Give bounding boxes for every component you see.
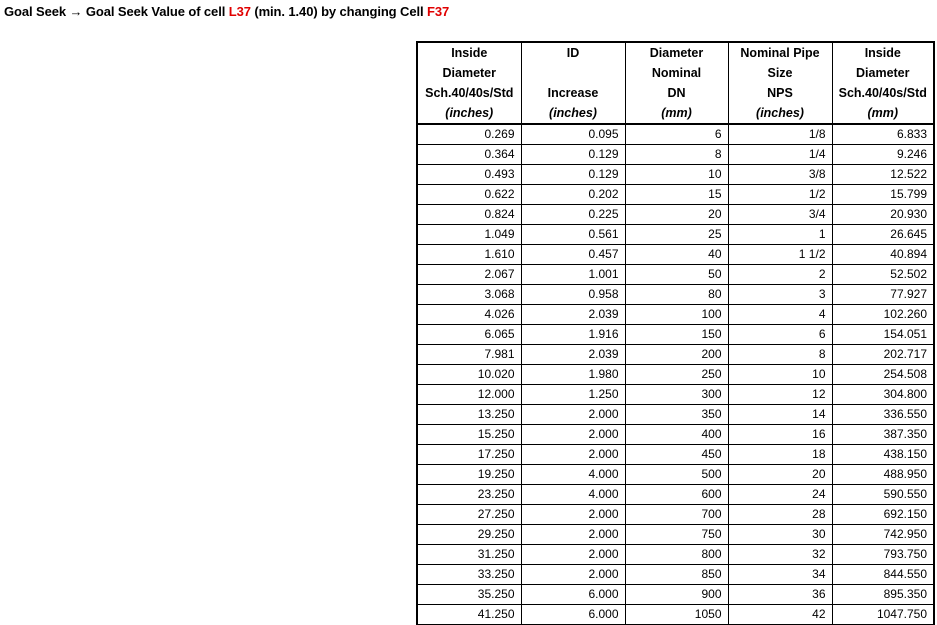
inside-diameter-mm-cell[interactable]: 590.550 xyxy=(832,485,934,505)
inside-diameter-inches-cell[interactable]: 12.000 xyxy=(417,385,521,405)
id-increase-cell[interactable]: 1.916 xyxy=(521,325,625,345)
inside-diameter-mm-cell[interactable]: 336.550 xyxy=(832,405,934,425)
inside-diameter-inches-header[interactable] xyxy=(417,42,521,124)
header-line: Nominal Pipe xyxy=(740,46,820,60)
id-increase-cell[interactable]: 2.000 xyxy=(521,505,625,525)
table-body xyxy=(417,124,934,625)
id-increase-cell[interactable]: 6.000 xyxy=(521,605,625,625)
header-unit: (inches) xyxy=(549,106,597,120)
inside-diameter-mm-cell[interactable]: 52.502 xyxy=(832,265,934,285)
nps-cell[interactable]: 2 xyxy=(728,265,832,285)
inside-diameter-inches-cell[interactable]: 35.250 xyxy=(417,585,521,605)
inside-diameter-mm-cell[interactable]: 12.522 xyxy=(832,165,934,185)
header-line: Inside xyxy=(451,46,488,60)
nps-cell[interactable]: 28 xyxy=(728,505,832,525)
nps-cell[interactable]: 32 xyxy=(728,545,832,565)
inside-diameter-mm-cell[interactable]: 488.950 xyxy=(832,465,934,485)
id-increase-cell[interactable]: 4.000 xyxy=(521,465,625,485)
header-unit: (inches) xyxy=(445,106,494,120)
inside-diameter-mm-cell[interactable]: 1047.750 xyxy=(832,605,934,625)
id-increase-cell[interactable]: 6.000 xyxy=(521,585,625,605)
id-increase-cell[interactable]: 0.129 xyxy=(521,165,625,185)
nps-cell[interactable]: 1/4 xyxy=(728,145,832,165)
id-increase-cell[interactable]: 2.000 xyxy=(521,425,625,445)
inside-diameter-mm-cell[interactable]: 387.350 xyxy=(832,425,934,445)
table-row xyxy=(417,605,934,625)
changing-cell-ref[interactable]: F37 xyxy=(427,4,450,19)
inside-diameter-inches-cell[interactable]: 19.250 xyxy=(417,465,521,485)
nps-cell[interactable]: 1 xyxy=(728,225,832,245)
table-row xyxy=(417,425,934,445)
table-row xyxy=(417,405,934,425)
diameter-nominal-dn-cell[interactable]: 400 xyxy=(625,425,728,445)
nps-cell[interactable]: 34 xyxy=(728,565,832,585)
nps-cell[interactable]: 16 xyxy=(728,425,832,445)
inside-diameter-inches-cell[interactable]: 0.824 xyxy=(417,205,521,225)
table-row xyxy=(417,445,934,465)
table-row xyxy=(417,525,934,545)
inside-diameter-mm-cell[interactable]: 895.350 xyxy=(832,585,934,605)
diameter-nominal-dn-cell[interactable]: 6 xyxy=(625,124,728,145)
nps-cell[interactable]: 3/8 xyxy=(728,165,832,185)
inside-diameter-mm-cell[interactable]: 844.550 xyxy=(832,565,934,585)
diameter-nominal-dn-cell[interactable]: 10 xyxy=(625,165,728,185)
id-increase-cell[interactable]: 2.000 xyxy=(521,405,625,425)
nps-cell[interactable]: 10 xyxy=(728,365,832,385)
diameter-nominal-dn-cell[interactable]: 8 xyxy=(625,145,728,165)
diameter-nominal-dn-cell[interactable]: 150 xyxy=(625,325,728,345)
inside-diameter-inches-cell[interactable]: 1.049 xyxy=(417,225,521,245)
id-increase-cell[interactable]: 2.000 xyxy=(521,545,625,565)
table-row xyxy=(417,485,934,505)
table-row xyxy=(417,145,934,165)
nominal-pipe-size-header[interactable] xyxy=(728,42,832,124)
inside-diameter-inches-cell[interactable]: 23.250 xyxy=(417,485,521,505)
inside-diameter-mm-cell[interactable]: 102.260 xyxy=(832,305,934,325)
diameter-nominal-dn-cell[interactable]: 50 xyxy=(625,265,728,285)
inside-diameter-inches-cell[interactable]: 0.493 xyxy=(417,165,521,185)
diameter-nominal-dn-cell[interactable]: 1050 xyxy=(625,605,728,625)
inside-diameter-inches-cell[interactable]: 0.364 xyxy=(417,145,521,165)
header-line: Increase xyxy=(547,86,599,100)
nps-cell[interactable]: 24 xyxy=(728,485,832,505)
inside-diameter-mm-cell[interactable]: 154.051 xyxy=(832,325,934,345)
diameter-nominal-dn-cell[interactable]: 300 xyxy=(625,385,728,405)
header-line: Diameter xyxy=(442,66,496,80)
inside-diameter-inches-cell[interactable]: 1.610 xyxy=(417,245,521,265)
table-row xyxy=(417,205,934,225)
id-increase-cell[interactable]: 1.980 xyxy=(521,365,625,385)
header-unit: (inches) xyxy=(756,106,804,120)
inside-diameter-mm-cell[interactable]: 254.508 xyxy=(832,365,934,385)
inside-diameter-mm-cell[interactable]: 15.799 xyxy=(832,185,934,205)
header-line: DN xyxy=(667,86,686,100)
diameter-nominal-dn-cell[interactable]: 600 xyxy=(625,485,728,505)
nps-cell[interactable]: 18 xyxy=(728,445,832,465)
nps-cell[interactable]: 6 xyxy=(728,325,832,345)
table-row xyxy=(417,545,934,565)
nps-cell[interactable]: 1/2 xyxy=(728,185,832,205)
header-line xyxy=(522,63,625,83)
header-unit: (mm) xyxy=(867,106,899,120)
diameter-nominal-dn-cell[interactable]: 250 xyxy=(625,365,728,385)
diameter-nominal-dn-cell[interactable]: 100 xyxy=(625,305,728,325)
inside-diameter-mm-cell[interactable]: 26.645 xyxy=(832,225,934,245)
id-increase-cell[interactable]: 2.000 xyxy=(521,445,625,465)
inside-diameter-mm-cell[interactable]: 9.246 xyxy=(832,145,934,165)
diameter-nominal-dn-cell[interactable]: 20 xyxy=(625,205,728,225)
diameter-nominal-dn-cell[interactable]: 850 xyxy=(625,565,728,585)
inside-diameter-mm-cell[interactable]: 742.950 xyxy=(832,525,934,545)
header-line: Inside xyxy=(864,46,901,60)
inside-diameter-mm-cell[interactable]: 77.927 xyxy=(832,285,934,305)
header-line: Nominal xyxy=(651,66,702,80)
table-row xyxy=(417,285,934,305)
inside-diameter-inches-cell[interactable]: 3.068 xyxy=(417,285,521,305)
id-increase-cell[interactable]: 2.000 xyxy=(521,525,625,545)
inside-diameter-inches-cell[interactable]: 33.250 xyxy=(417,565,521,585)
table-row xyxy=(417,325,934,345)
inside-diameter-mm-cell[interactable]: 692.150 xyxy=(832,505,934,525)
table-row xyxy=(417,305,934,325)
diameter-nominal-dn-cell[interactable]: 80 xyxy=(625,285,728,305)
table-row xyxy=(417,124,934,145)
diameter-nominal-dn-cell[interactable]: 15 xyxy=(625,185,728,205)
table-row xyxy=(417,385,934,405)
inside-diameter-mm-cell[interactable]: 202.717 xyxy=(832,345,934,365)
header-line: Diameter xyxy=(649,46,704,60)
inside-diameter-inches-cell[interactable]: 6.065 xyxy=(417,325,521,345)
header-line: Sch.40/40s/Std xyxy=(425,86,514,100)
diameter-nominal-dn-cell[interactable]: 450 xyxy=(625,445,728,465)
inside-diameter-inches-cell[interactable]: 15.250 xyxy=(417,425,521,445)
header-line: Size xyxy=(767,66,793,80)
id-increase-cell[interactable]: 1.250 xyxy=(521,385,625,405)
inside-diameter-mm-cell[interactable]: 438.150 xyxy=(832,445,934,465)
title-text-2: (min. 1.40) by changing Cell xyxy=(250,4,427,19)
inside-diameter-inches-cell[interactable]: 2.067 xyxy=(417,265,521,285)
id-increase-cell[interactable]: 0.457 xyxy=(521,245,625,265)
header-line: NPS xyxy=(767,86,793,100)
diameter-nominal-dn-cell[interactable]: 350 xyxy=(625,405,728,425)
nps-cell[interactable]: 42 xyxy=(728,605,832,625)
inside-diameter-mm-cell[interactable]: 793.750 xyxy=(832,545,934,565)
diameter-nominal-dn-header[interactable] xyxy=(625,42,728,124)
id-increase-cell[interactable]: 0.095 xyxy=(521,124,625,145)
inside-diameter-inches-cell[interactable]: 29.250 xyxy=(417,525,521,545)
inside-diameter-inches-cell[interactable]: 7.981 xyxy=(417,345,521,365)
table-row xyxy=(417,225,934,245)
id-increase-cell[interactable]: 0.225 xyxy=(521,205,625,225)
table-row xyxy=(417,345,934,365)
nps-cell[interactable]: 14 xyxy=(728,405,832,425)
nps-cell[interactable]: 3/4 xyxy=(728,205,832,225)
diameter-nominal-dn-cell[interactable]: 25 xyxy=(625,225,728,245)
id-increase-cell[interactable]: 2.039 xyxy=(521,345,625,365)
table-row xyxy=(417,505,934,525)
header-line: ID xyxy=(566,46,580,60)
diameter-nominal-dn-cell[interactable]: 200 xyxy=(625,345,728,365)
inside-diameter-inches-cell[interactable]: 0.269 xyxy=(417,124,521,145)
nps-cell[interactable]: 1/8 xyxy=(728,124,832,145)
nps-cell[interactable]: 4 xyxy=(728,305,832,325)
table-row xyxy=(417,565,934,585)
inside-diameter-inches-cell[interactable]: 13.250 xyxy=(417,405,521,425)
table-row xyxy=(417,185,934,205)
inside-diameter-mm-cell[interactable]: 304.800 xyxy=(832,385,934,405)
inside-diameter-inches-cell[interactable]: 27.250 xyxy=(417,505,521,525)
nps-cell[interactable]: 20 xyxy=(728,465,832,485)
id-increase-cell[interactable]: 4.000 xyxy=(521,485,625,505)
id-increase-cell[interactable]: 2.000 xyxy=(521,565,625,585)
table-row xyxy=(417,465,934,485)
diameter-nominal-dn-cell[interactable]: 900 xyxy=(625,585,728,605)
header-line: Diameter xyxy=(856,66,910,80)
header-unit: (mm) xyxy=(661,106,692,120)
target-cell-ref[interactable]: L37 xyxy=(228,4,251,19)
inside-diameter-inches-cell[interactable]: 17.250 xyxy=(417,445,521,465)
nps-cell[interactable]: 36 xyxy=(728,585,832,605)
table-row xyxy=(417,245,934,265)
table-row xyxy=(417,265,934,285)
inside-diameter-mm-header[interactable] xyxy=(832,42,934,124)
inside-diameter-mm-cell[interactable]: 20.930 xyxy=(832,205,934,225)
id-increase-cell[interactable]: 1.001 xyxy=(521,265,625,285)
nps-cell[interactable]: 8 xyxy=(728,345,832,365)
diameter-nominal-dn-cell[interactable]: 800 xyxy=(625,545,728,565)
id-increase-cell[interactable]: 0.202 xyxy=(521,185,625,205)
inside-diameter-inches-cell[interactable]: 4.026 xyxy=(417,305,521,325)
id-increase-cell[interactable]: 2.039 xyxy=(521,305,625,325)
header-row xyxy=(417,42,934,124)
id-increase-cell[interactable]: 0.129 xyxy=(521,145,625,165)
diameter-nominal-dn-cell[interactable]: 700 xyxy=(625,505,728,525)
header-line: Sch.40/40s/Std xyxy=(838,86,927,100)
page-title xyxy=(4,4,449,19)
table-row xyxy=(417,365,934,385)
inside-diameter-inches-cell[interactable]: 41.250 xyxy=(417,605,521,625)
inside-diameter-inches-cell[interactable]: 10.020 xyxy=(417,365,521,385)
inside-diameter-mm-cell[interactable]: 6.833 xyxy=(832,124,934,145)
inside-diameter-inches-cell[interactable]: 0.622 xyxy=(417,185,521,205)
id-increase-header[interactable] xyxy=(521,42,625,124)
inside-diameter-mm-cell[interactable]: 40.894 xyxy=(832,245,934,265)
id-increase-cell[interactable]: 0.958 xyxy=(521,285,625,305)
diameter-nominal-dn-cell[interactable]: 500 xyxy=(625,465,728,485)
pipe-size-table xyxy=(416,41,935,625)
inside-diameter-inches-cell[interactable]: 31.250 xyxy=(417,545,521,565)
nps-cell[interactable]: 12 xyxy=(728,385,832,405)
id-increase-cell[interactable]: 0.561 xyxy=(521,225,625,245)
nps-cell[interactable]: 30 xyxy=(728,525,832,545)
diameter-nominal-dn-cell[interactable]: 750 xyxy=(625,525,728,545)
table-row xyxy=(417,585,934,605)
title-text-1: Goal Seek → Goal Seek Value of cell xyxy=(4,4,229,19)
nps-cell[interactable]: 1 1/2 xyxy=(728,245,832,265)
nps-cell[interactable]: 3 xyxy=(728,285,832,305)
diameter-nominal-dn-cell[interactable]: 40 xyxy=(625,245,728,265)
table-row xyxy=(417,165,934,185)
